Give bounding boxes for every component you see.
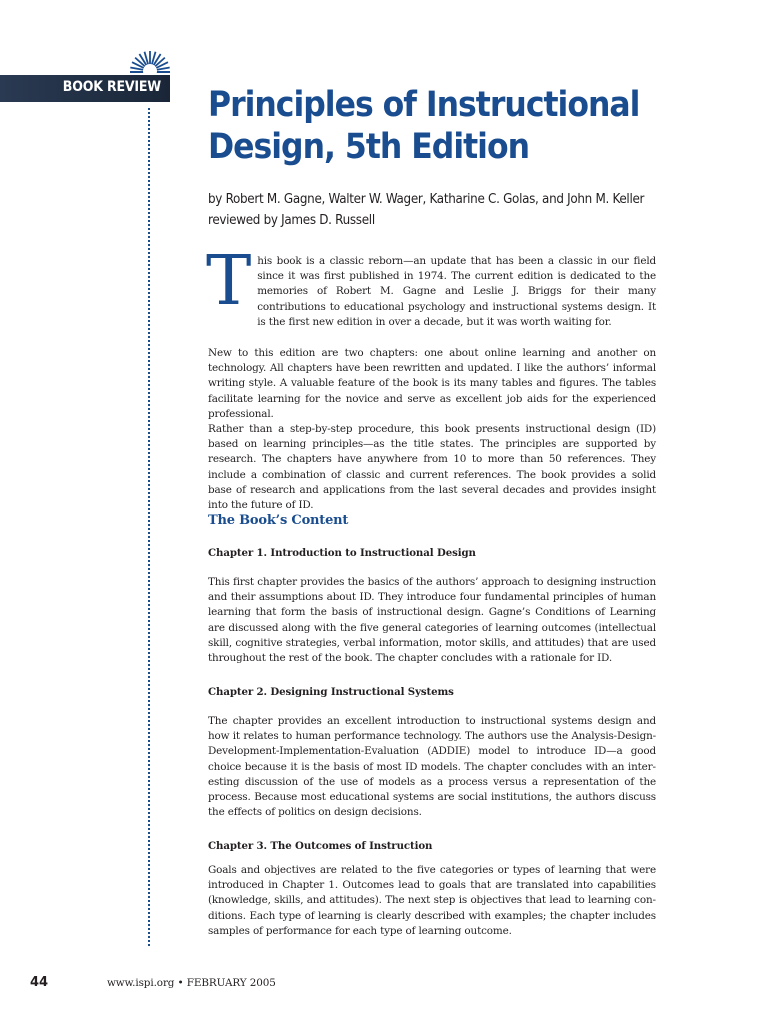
paragraph-2: New to this edition are two chapters: one about online learning and another on technology. All chapters have been rewritten and updated. I like the authors’ informal writing style. A valuable feature of the book is its many tables and figures. The tables facilitate learning for the novice and serve as excellent job aids for the experienced professional.: [208, 347, 656, 420]
chapter-2-heading: Chapter 2. Designing Instructional Systems: [208, 686, 454, 698]
dotted-divider: [148, 108, 150, 946]
title-line-2: Design, 5th Edition: [208, 127, 530, 167]
publisher-logo-icon: [130, 33, 170, 73]
chapter-3-heading: Chapter 3. The Outcomes of Instruction: [208, 840, 433, 852]
paragraph-3: Rather than a step-by-step procedure, this book presents instructional design (ID) based on learning principles—as the title states. The principles are supported by research. The chapters have anywhere from 10 to more than 50 references. They include a combination of classic and current references. The book provides a solid base of research and applications from the last several decades and provides insight into the future of ID.: [208, 423, 656, 512]
section-label: BOOK REVIEW: [62, 79, 161, 95]
drop-cap: T: [206, 242, 252, 321]
content-heading: The Book’s Content: [208, 513, 349, 528]
reviewer: reviewed by James D. Russell: [208, 213, 375, 228]
title-line-1: Principles of Instructional: [208, 85, 640, 125]
footer-text: www.ispi.org • FEBRUARY 2005: [107, 977, 276, 989]
intro-text: his book is a classic reborn—an update that has been a classic in our field since it was first published in 1974. The current edition is dedicated to the memories of Robert M. Gagne and Leslie J. Briggs for their many contributions to educational psychology and instructional systems design. It is the first new edition in over a decade, but it was worth waiting for.: [257, 255, 656, 328]
article-title: [208, 84, 728, 168]
section-tab: [0, 75, 170, 102]
chapter-3-text: Goals and objectives are related to the five categories or types of learning that were introduced in Chapter 1. Outcomes lead to goals that are translated into capabilities (knowledge, skills, and attitudes). The next step is objectives that lead to learning conditions. Each type of learning is clearly described with examples; the chapter includes samples of performance for each type of learning outcome.: [208, 864, 656, 937]
page-number: 44: [30, 975, 49, 990]
intro-paragraph: [206, 242, 656, 330]
chapter-1-text: This first chapter provides the basics of the authors’ approach to designing instruction and their assumptions about ID. They introduce four fundamental principles of human learning that form the basis of instructional design. Gagne’s Conditions of Learning are discussed along with the five general categories of learning outcomes (intellectual skill, cognitive strategies, verbal information, motor skills, and attitudes) that are used throughout the rest of the book. The chapter concludes with a rationale for ID.: [208, 576, 656, 665]
chapter-2-text: The chapter provides an excellent introduction to instructional systems design and how it relates to human performance technology. The authors use the Analysis-Design-Development-Implementation-Evaluation (ADDIE) model to introduce ID—a good choice because it is the basis of most ID models. The chapter concludes with an interesting discussion of the use of models as a process versus a representation of the process. Because most educational systems are social institutions, the authors discuss the effects of politics on design decisions.: [208, 715, 656, 819]
chapter-1-heading: Chapter 1. Introduction to Instructional Design: [208, 547, 476, 559]
authors: by Robert M. Gagne, Walter W. Wager, Katharine C. Golas, and John M. Keller: [208, 192, 645, 207]
byline: [208, 189, 708, 231]
